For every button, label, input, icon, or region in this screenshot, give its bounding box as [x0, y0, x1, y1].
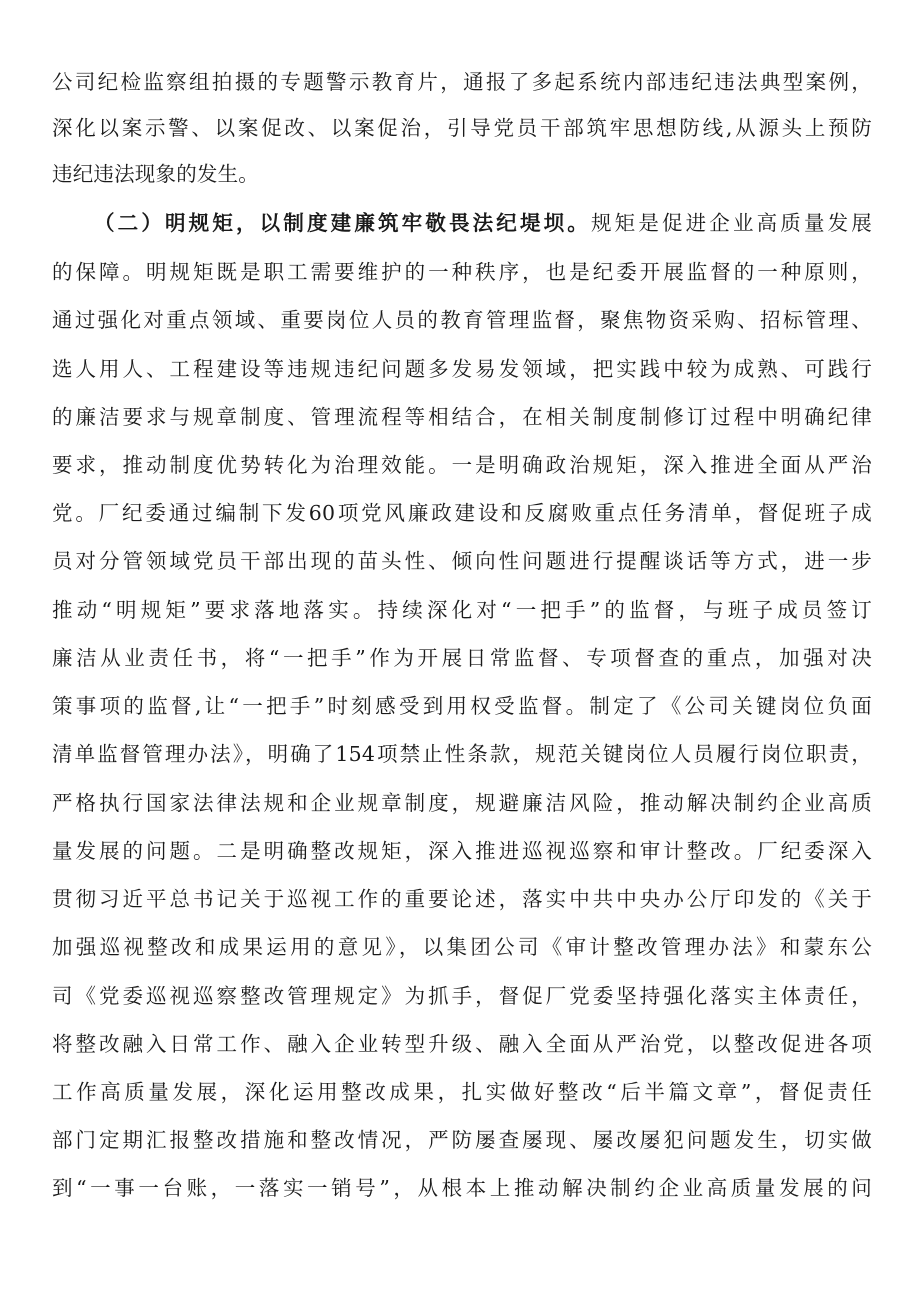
text-line-21: 将整改融入日常工作、融入企业转型升级、融入全面从严治党，以整改促进各项	[52, 1032, 872, 1056]
text-line-7: 选人用人、工程建设等违规违纪问题多发易发领域，把实践中较为成熟、可践行	[52, 357, 872, 381]
section-heading-line	[94, 203, 872, 243]
text-line-1: 公司纪检监察组拍摄的专题警示教育片，通报了多起系统内部违纪违法典型案例，	[52, 70, 872, 94]
section-heading-continuation: 规矩是促进企业高质量发展	[590, 211, 873, 235]
text-line-17: 量发展的问题。二是明确整改规矩，深入推进巡视巡察和审计整改。厂纪委深入	[52, 839, 872, 863]
text-line-13: 廉洁从业责任书，将“一把手”作为开展日常监督、专项督查的重点，加强对决	[52, 646, 872, 670]
text-line-10: 党。厂纪委通过编制下发60项党风廉政建设和反腐败重点任务清单，督促班子成	[52, 501, 872, 525]
text-line-18: 贯彻习近平总书记关于巡视工作的重要论述，落实中共中央办公厅印发的《关于	[52, 887, 872, 911]
text-line-23: 部门定期汇报整改措施和整改情况，严防屡查屡现、屡改屡犯问题发生，切实做	[52, 1128, 872, 1152]
text-line-9: 要求，推动制度优势转化为治理效能。一是明确政治规矩，深入推进全面从严治	[52, 453, 872, 477]
text-line-15: 清单监督管理办法》，明确了154项禁止性条款，规范关键岗位人员履行岗位职责，	[52, 742, 872, 766]
text-line-2: 深化以案示警、以案促改、以案促治，引导党员干部筑牢思想防线,从源头上预防	[52, 116, 872, 140]
text-line-16: 严格执行国家法律法规和企业规章制度，规避廉洁风险，推动解决制约企业高质	[52, 791, 872, 815]
section-heading: （二）明规矩，以制度建廉筑牢敬畏法纪堤坝。	[94, 211, 591, 235]
text-line-5: 的保障。明规矩既是职工需要维护的一种秩序，也是纪委开展监督的一种原则，	[52, 260, 872, 284]
text-line-14: 策事项的监督,让“一把手”时刻感受到用权受监督。制定了《公司关键岗位负面	[52, 694, 872, 718]
text-line-8: 的廉洁要求与规章制度、管理流程等相结合，在相关制度制修订过程中明确纪律	[52, 405, 872, 429]
text-line-24: 到“一事一台账，一落实一销号”，从根本上推动解决制约企业高质量发展的问	[52, 1176, 872, 1200]
text-line-3: 违纪违法现象的发生。	[52, 162, 259, 186]
text-line-12: 推动“明规矩”要求落地落实。持续深化对“一把手”的监督，与班子成员签订	[52, 598, 872, 622]
text-line-20: 司《党委巡视巡察整改管理规定》为抓手，督促厂党委坚持强化落实主体责任，	[52, 984, 872, 1008]
text-line-11: 员对分管领域党员干部出现的苗头性、倾向性问题进行提醒谈话等方式，进一步	[52, 549, 872, 573]
text-line-6: 通过强化对重点领域、重要岗位人员的教育管理监督，聚焦物资采购、招标管理、	[52, 308, 872, 332]
text-line-19: 加强巡视整改和成果运用的意见》，以集团公司《审计整改管理办法》和蒙东公	[52, 935, 872, 959]
text-line-22: 工作高质量发展，深化运用整改成果，扎实做好整改“后半篇文章”，督促责任	[52, 1080, 872, 1104]
